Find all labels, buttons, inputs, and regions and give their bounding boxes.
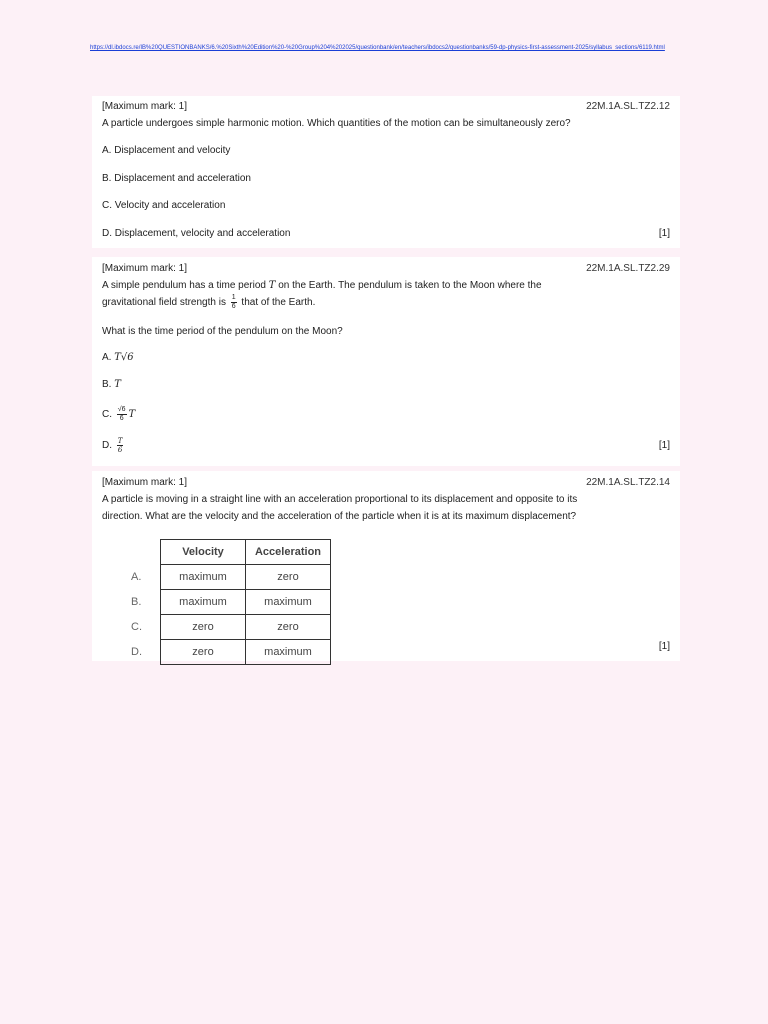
max-mark-label: [Maximum mark: 1] (102, 101, 188, 112)
column-header-velocity: Velocity (161, 540, 246, 565)
option-label: D. (102, 440, 112, 452)
option-c: C. Velocity and acceleration (102, 200, 226, 211)
option-d (102, 437, 125, 454)
option-b (102, 376, 121, 393)
question-code: 22M.1A.SL.TZ2.29 (586, 263, 670, 274)
row-label: B. (131, 596, 142, 608)
fraction-denominator: 6 (119, 415, 124, 422)
question-code: 22M.1A.SL.TZ2.12 (586, 101, 670, 112)
option-b: B. Displacement and acceleration (102, 173, 251, 184)
fraction-one-sixth (231, 294, 237, 311)
option-a: A. Displacement and velocity (102, 145, 231, 156)
question-text-line-2 (102, 294, 315, 311)
acceleration-cell: maximum (246, 640, 331, 665)
table-row (130, 590, 331, 615)
text-part: on the Earth. The pendulum is taken to the Moon where the (275, 280, 542, 291)
source-url-link[interactable]: https://dl.ibdocs.re/IB%20QUESTIONBANKS/6.%20Sixth%20Edition%20-%20Group%204%202025/questionbank/en/teachers/ibdocs2/questionbanks/59-dp-physics-first-assessment-2025/syllabus_sections/6119.html (90, 45, 665, 51)
acceleration-cell: maximum (246, 590, 331, 615)
velocity-cell: maximum (161, 590, 246, 615)
option-d: D. Displacement, velocity and acceleration (102, 228, 291, 239)
acceleration-cell: zero (246, 565, 331, 590)
option-expression: T (114, 379, 121, 390)
question-text-line-1: A particle is moving in a straight line with an acceleration proportional to its displacement and opposite to its (102, 494, 578, 505)
table-row (130, 565, 331, 590)
question-card-2 (92, 257, 680, 466)
velocity-cell: zero (161, 640, 246, 665)
question-code: 22M.1A.SL.TZ2.14 (586, 477, 670, 488)
table-row (130, 640, 331, 665)
velocity-cell: maximum (161, 565, 246, 590)
table-corner (130, 540, 161, 565)
text-part: gravitational field strength is (102, 297, 229, 309)
question-text: A particle undergoes simple harmonic motion. Which quantities of the motion can be simultaneously zero? (102, 118, 571, 129)
column-header-acceleration: Acceleration (246, 540, 331, 565)
option-fraction (117, 406, 127, 423)
max-mark-label: [Maximum mark: 1] (102, 263, 188, 274)
option-fraction (117, 437, 124, 454)
period-variable: T (268, 280, 276, 291)
velocity-cell: zero (161, 615, 246, 640)
table-row (130, 615, 331, 640)
option-label: B. (102, 379, 112, 390)
option-expression: T√6 (114, 352, 134, 363)
row-label: D. (131, 646, 142, 658)
question-card-3 (92, 471, 680, 661)
fraction-numerator: T (117, 437, 123, 445)
option-c (102, 406, 135, 423)
marks-label: [1] (658, 440, 670, 451)
marks-label: [1] (658, 228, 670, 239)
option-label: C. (102, 409, 112, 421)
text-part: that of the Earth. (238, 297, 316, 309)
answer-table (130, 539, 331, 665)
text-part: A simple pendulum has a time period (102, 280, 269, 291)
question-card-1 (92, 96, 680, 248)
period-variable: T (128, 409, 136, 421)
question-text-line-2: direction. What are the velocity and the acceleration of the particle when it is at its maximum displacement? (102, 511, 577, 522)
option-a (102, 349, 134, 366)
question-prompt: What is the time period of the pendulum on the Moon? (102, 326, 343, 337)
fraction-denominator: 6 (231, 303, 236, 310)
row-label: C. (131, 621, 142, 633)
fraction-numerator: √6 (117, 406, 126, 413)
table-header-row (130, 540, 331, 565)
acceleration-cell: zero (246, 615, 331, 640)
option-label: A. (102, 352, 112, 363)
fraction-numerator: 1 (231, 294, 236, 301)
max-mark-label: [Maximum mark: 1] (102, 477, 188, 488)
marks-label: [1] (658, 641, 670, 652)
row-label: A. (131, 571, 142, 583)
fraction-denominator: 6 (117, 446, 123, 454)
question-text-line-1 (102, 277, 542, 294)
